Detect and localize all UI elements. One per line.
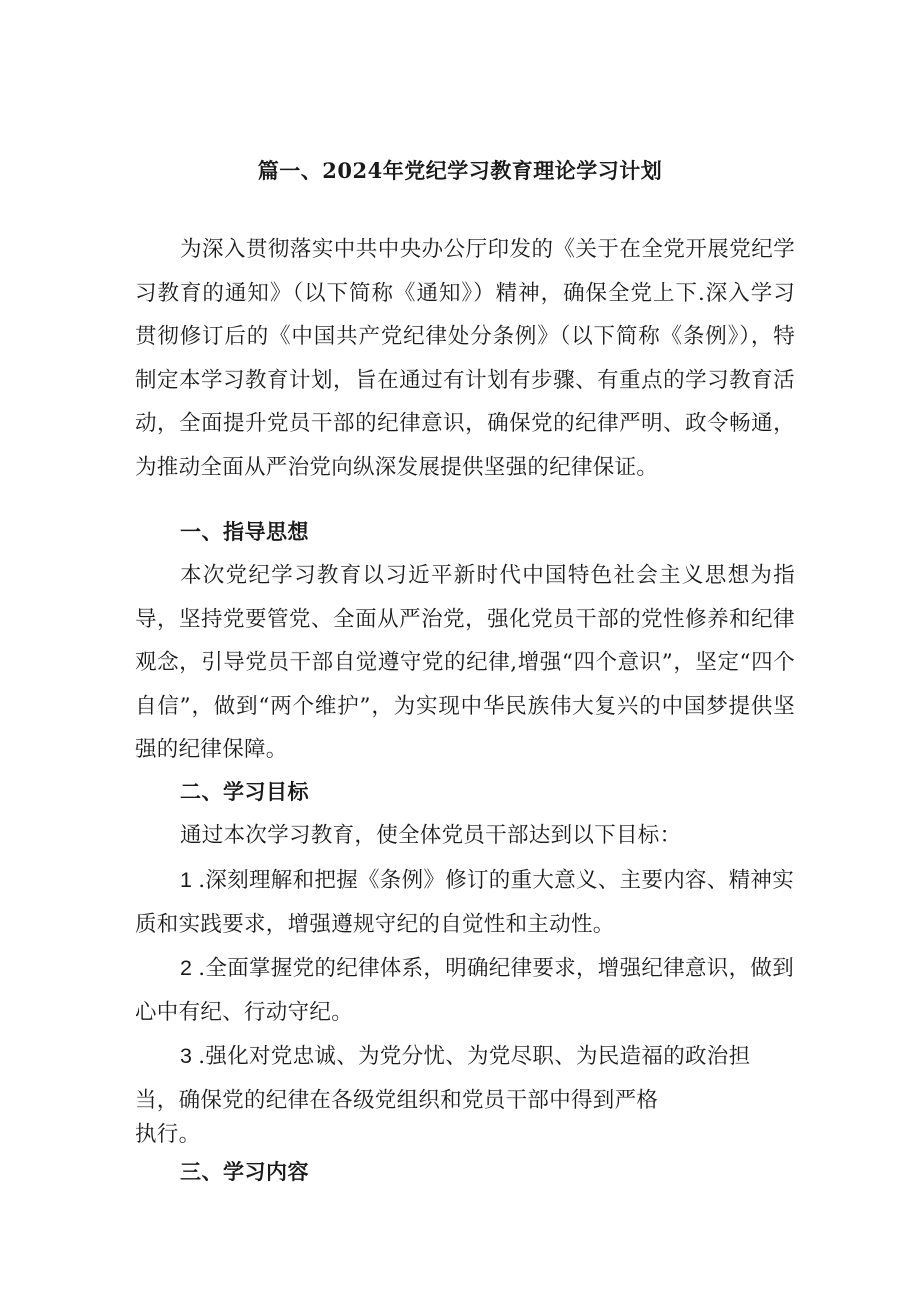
goal-item-3 [135, 1035, 755, 1122]
document-title: 篇一、2024年党纪学习教育理论学习计划 [257, 158, 663, 183]
goal-item-1 [135, 859, 795, 946]
section2-lead: 通过本次学习教育，使全体党员干部达到以下目标： [180, 823, 682, 848]
goal-item-number: 1 [180, 868, 193, 892]
section1-heading: 一、指导思想 [180, 519, 309, 544]
section1-paragraph: 本次党纪学习教育以习近平新时代中国特色社会主义思想为指导，坚持党要管党、全面从严治党，强化党员干部的党性修养和纪律观念，引导党员干部自觉遵守党的纪律,增强“四个意识”，坚定“四个自信”，做到“两个维护”，为实现中华民族伟大复兴的中国梦提供坚强的纪律保障。 [135, 563, 795, 762]
goal-item-number: 2 [180, 956, 193, 980]
goal-item-text: .深刻理解和把握《条例》修订的重大意义、主要内容、精神实质和实践要求，增强遵规守纪的自觉性和主动性。 [135, 868, 795, 937]
intro-paragraph: 为深入贯彻落实中共中央办公厅印发的《关于在全党开展党纪学习教育的通知》（以下简称《通知》）精神，确保全党上下.深入学习贯彻修订后的《中国共产党纪律处分条例》（以下简称《条例》），特制定本学习教育计划，旨在通过有计划有步骤、有重点的学习教育活动，全面提升党员干部的纪律意识，确保党的纪律严明、政令畅通，为推动全面从严治党向纵深发展提供坚强的纪律保证。 [135, 237, 795, 480]
section3-heading: 三、学习内容 [180, 1159, 309, 1184]
goal-item-text: .强化对党忠诚、为党分忧、为党尽职、为民造福的政治担当，确保党的纪律在各级党组织和党员干部中得到严格 [135, 1044, 751, 1113]
goal-item-text: .全面掌握党的纪律体系，明确纪律要求，增强纪律意识，做到心中有纪、行动守纪。 [135, 956, 795, 1025]
goal-item-number: 3 [180, 1044, 193, 1068]
goal-item-3-tail: 执行。 [135, 1122, 201, 1147]
section2-heading: 二、学习目标 [180, 779, 309, 804]
goal-item-2 [135, 947, 795, 1034]
